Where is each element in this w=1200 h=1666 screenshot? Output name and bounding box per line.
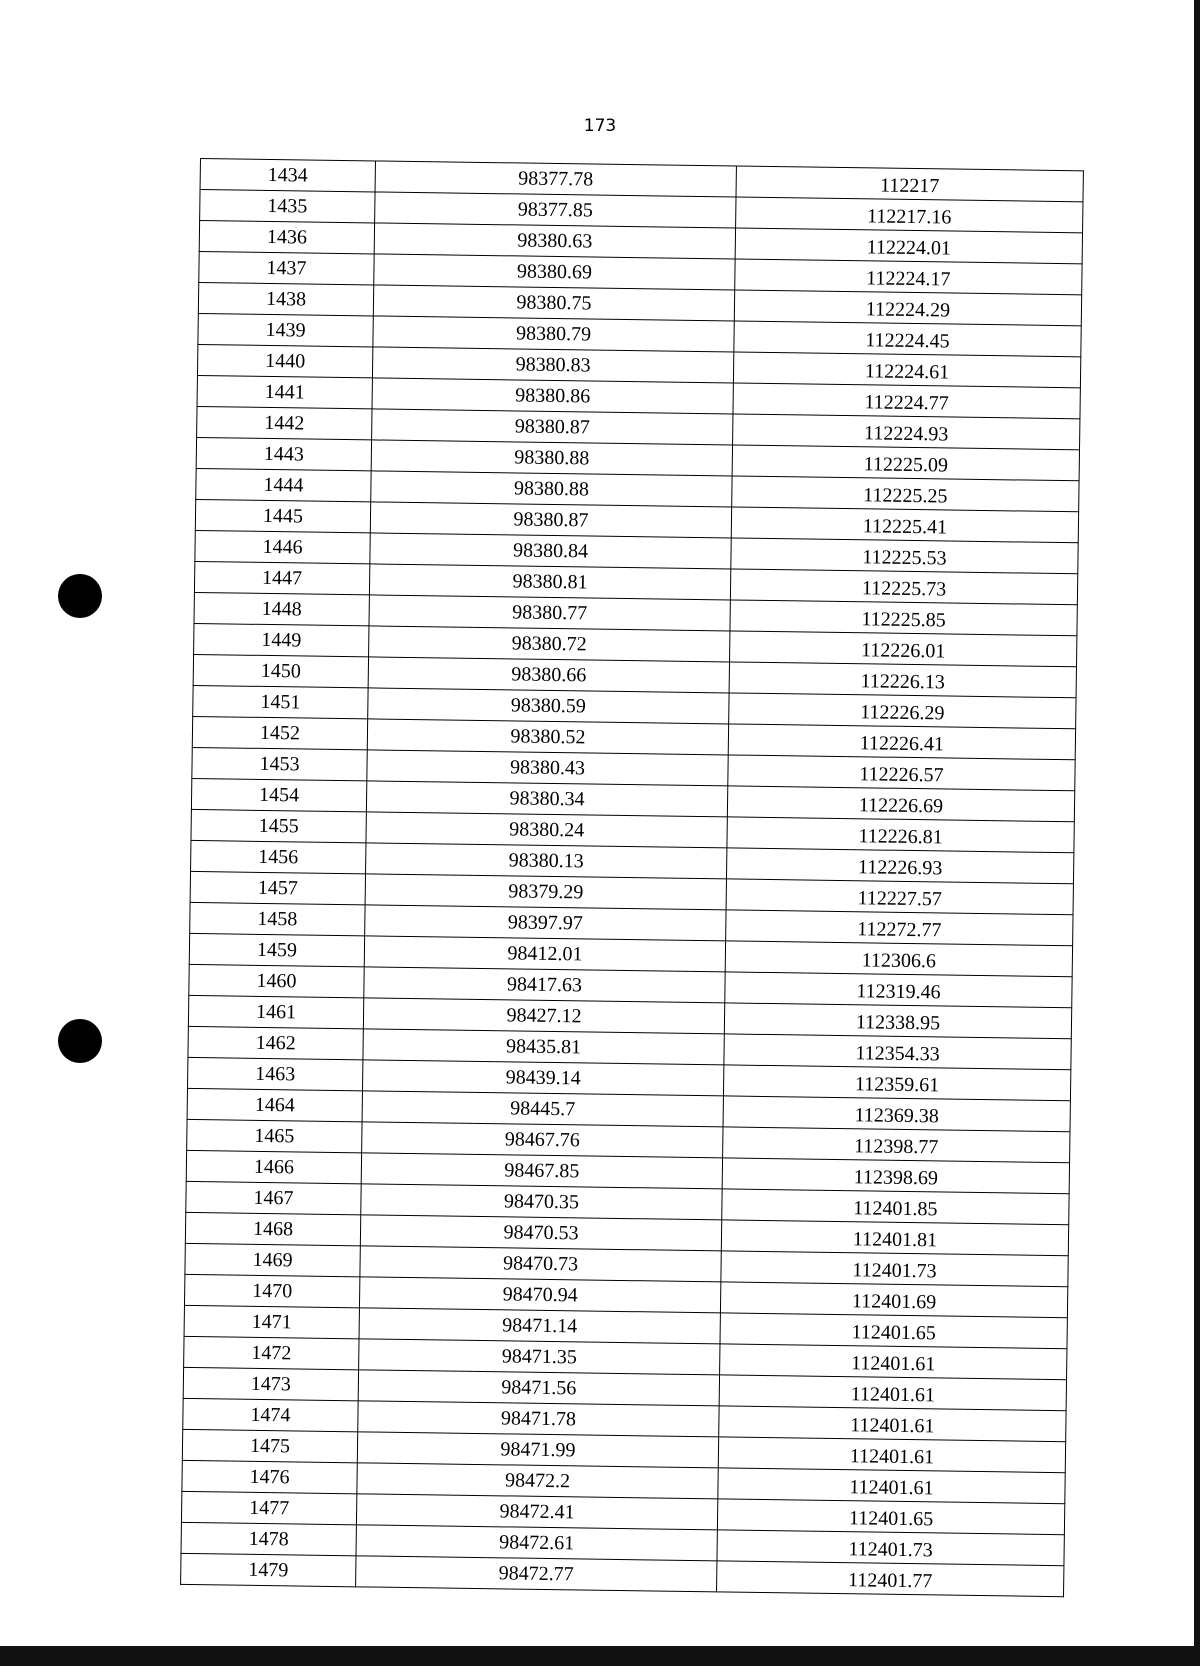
y-coordinate-cell: 112225.53 [731, 538, 1078, 574]
x-coordinate-cell: 98380.87 [370, 502, 731, 538]
x-coordinate-cell: 98412.01 [364, 936, 725, 972]
point-number-cell: 1451 [193, 685, 368, 718]
x-coordinate-cell: 98467.85 [361, 1153, 722, 1189]
x-coordinate-cell: 98467.76 [362, 1122, 723, 1158]
y-coordinate-cell: 112354.33 [724, 1034, 1071, 1070]
y-coordinate-cell: 112226.81 [727, 817, 1074, 853]
coordinate-table-wrapper [180, 158, 1080, 1597]
x-coordinate-cell: 98472.41 [356, 1494, 717, 1530]
point-number-cell: 1475 [182, 1429, 357, 1462]
x-coordinate-cell: 98380.52 [367, 719, 728, 755]
point-number-cell: 1474 [183, 1398, 358, 1431]
x-coordinate-cell: 98380.63 [374, 223, 735, 259]
point-number-cell: 1471 [184, 1305, 359, 1338]
y-coordinate-cell: 112401.61 [718, 1468, 1065, 1504]
point-number-cell: 1439 [198, 313, 373, 346]
y-coordinate-cell: 112224.77 [733, 383, 1080, 419]
y-coordinate-cell: 112401.77 [717, 1561, 1064, 1597]
point-number-cell: 1449 [194, 623, 369, 656]
point-number-cell: 1438 [198, 282, 373, 315]
y-coordinate-cell: 112401.85 [722, 1189, 1069, 1225]
y-coordinate-cell: 112225.41 [731, 507, 1078, 543]
x-coordinate-cell: 98377.85 [375, 192, 736, 228]
x-coordinate-cell: 98380.88 [371, 471, 732, 507]
x-coordinate-cell: 98380.75 [373, 285, 734, 321]
y-coordinate-cell: 112217 [736, 166, 1083, 202]
x-coordinate-cell: 98380.86 [372, 378, 733, 414]
point-number-cell: 1456 [191, 840, 366, 873]
point-number-cell: 1440 [197, 344, 372, 377]
x-coordinate-cell: 98470.53 [360, 1215, 721, 1251]
x-coordinate-cell: 98427.12 [363, 998, 724, 1034]
coordinate-table-body [181, 159, 1084, 1597]
x-coordinate-cell: 98377.78 [375, 161, 736, 197]
x-coordinate-cell: 98380.79 [373, 316, 734, 352]
x-coordinate-cell: 98379.29 [365, 874, 726, 910]
y-coordinate-cell: 112338.95 [724, 1003, 1071, 1039]
x-coordinate-cell: 98445.7 [362, 1091, 723, 1127]
x-coordinate-cell: 98472.77 [356, 1556, 717, 1592]
point-number-cell: 1465 [187, 1119, 362, 1152]
point-number-cell: 1435 [200, 190, 375, 223]
x-coordinate-cell: 98380.34 [366, 781, 727, 817]
scan-edge-right [1194, 0, 1200, 1666]
y-coordinate-cell: 112401.61 [719, 1375, 1066, 1411]
x-coordinate-cell: 98471.99 [357, 1432, 718, 1468]
y-coordinate-cell: 112226.13 [729, 662, 1076, 698]
y-coordinate-cell: 112224.01 [735, 228, 1082, 264]
point-number-cell: 1445 [195, 499, 370, 532]
y-coordinate-cell: 112401.61 [718, 1437, 1065, 1473]
point-number-cell: 1479 [181, 1553, 356, 1586]
y-coordinate-cell: 112306.6 [725, 941, 1072, 977]
y-coordinate-cell: 112224.45 [734, 321, 1081, 357]
y-coordinate-cell: 112272.77 [726, 910, 1073, 946]
x-coordinate-cell: 98397.97 [365, 905, 726, 941]
y-coordinate-cell: 112224.17 [735, 259, 1082, 295]
x-coordinate-cell: 98471.35 [359, 1339, 720, 1375]
point-number-cell: 1460 [189, 964, 364, 997]
x-coordinate-cell: 98380.24 [366, 812, 727, 848]
y-coordinate-cell: 112225.73 [730, 569, 1077, 605]
page-number: 173 [583, 116, 617, 136]
x-coordinate-cell: 98470.35 [361, 1184, 722, 1220]
x-coordinate-cell: 98380.43 [367, 750, 728, 786]
y-coordinate-cell: 112224.93 [733, 414, 1080, 450]
y-coordinate-cell: 112226.29 [729, 693, 1076, 729]
point-number-cell: 1476 [182, 1460, 357, 1493]
point-number-cell: 1461 [188, 995, 363, 1028]
point-number-cell: 1458 [190, 902, 365, 935]
point-number-cell: 1467 [186, 1181, 361, 1214]
x-coordinate-cell: 98380.59 [368, 688, 729, 724]
y-coordinate-cell: 112401.65 [720, 1313, 1067, 1349]
point-number-cell: 1464 [187, 1088, 362, 1121]
x-coordinate-cell: 98380.13 [366, 843, 727, 879]
x-coordinate-cell: 98380.88 [371, 440, 732, 476]
point-number-cell: 1437 [199, 251, 374, 284]
x-coordinate-cell: 98380.81 [369, 564, 730, 600]
y-coordinate-cell: 112225.85 [730, 600, 1077, 636]
y-coordinate-cell: 112401.65 [717, 1499, 1064, 1535]
point-number-cell: 1478 [181, 1522, 356, 1555]
point-number-cell: 1450 [193, 654, 368, 687]
y-coordinate-cell: 112401.73 [717, 1530, 1064, 1566]
y-coordinate-cell: 112401.61 [720, 1344, 1067, 1380]
point-number-cell: 1470 [184, 1274, 359, 1307]
point-number-cell: 1454 [191, 778, 366, 811]
y-coordinate-cell: 112401.81 [721, 1220, 1068, 1256]
y-coordinate-cell: 112398.69 [722, 1158, 1069, 1194]
y-coordinate-cell: 112398.77 [723, 1127, 1070, 1163]
x-coordinate-cell: 98470.73 [360, 1246, 721, 1282]
x-coordinate-cell: 98380.77 [369, 595, 730, 631]
coordinate-table [180, 158, 1084, 1597]
x-coordinate-cell: 98380.87 [372, 409, 733, 445]
point-number-cell: 1446 [195, 530, 370, 563]
point-number-cell: 1444 [196, 468, 371, 501]
point-number-cell: 1452 [192, 716, 367, 749]
scan-edge-bottom [0, 1646, 1200, 1666]
x-coordinate-cell: 98472.61 [356, 1525, 717, 1561]
point-number-cell: 1463 [188, 1057, 363, 1090]
x-coordinate-cell: 98471.78 [358, 1401, 719, 1437]
y-coordinate-cell: 112401.73 [721, 1251, 1068, 1287]
point-number-cell: 1453 [192, 747, 367, 780]
y-coordinate-cell: 112401.69 [720, 1282, 1067, 1318]
x-coordinate-cell: 98380.83 [372, 347, 733, 383]
punch-hole [58, 574, 102, 618]
y-coordinate-cell: 112401.61 [719, 1406, 1066, 1442]
point-number-cell: 1443 [196, 437, 371, 470]
point-number-cell: 1469 [185, 1243, 360, 1276]
point-number-cell: 1466 [186, 1150, 361, 1183]
point-number-cell: 1447 [194, 561, 369, 594]
point-number-cell: 1457 [190, 871, 365, 904]
y-coordinate-cell: 112226.57 [728, 755, 1075, 791]
y-coordinate-cell: 112225.25 [732, 476, 1079, 512]
y-coordinate-cell: 112226.01 [730, 631, 1077, 667]
punch-hole [58, 1019, 102, 1063]
y-coordinate-cell: 112225.09 [732, 445, 1079, 481]
point-number-cell: 1441 [197, 375, 372, 408]
x-coordinate-cell: 98380.66 [368, 657, 729, 693]
x-coordinate-cell: 98471.14 [359, 1308, 720, 1344]
y-coordinate-cell: 112359.61 [723, 1065, 1070, 1101]
x-coordinate-cell: 98417.63 [364, 967, 725, 1003]
y-coordinate-cell: 112224.61 [733, 352, 1080, 388]
point-number-cell: 1459 [189, 933, 364, 966]
x-coordinate-cell: 98380.69 [374, 254, 735, 290]
point-number-cell: 1434 [200, 159, 375, 192]
point-number-cell: 1442 [197, 406, 372, 439]
x-coordinate-cell: 98472.2 [357, 1463, 718, 1499]
y-coordinate-cell: 112217.16 [736, 197, 1083, 233]
point-number-cell: 1473 [183, 1367, 358, 1400]
x-coordinate-cell: 98380.84 [370, 533, 731, 569]
y-coordinate-cell: 112319.46 [725, 972, 1072, 1008]
x-coordinate-cell: 98380.72 [369, 626, 730, 662]
x-coordinate-cell: 98435.81 [363, 1029, 724, 1065]
point-number-cell: 1472 [184, 1336, 359, 1369]
point-number-cell: 1462 [188, 1026, 363, 1059]
y-coordinate-cell: 112226.69 [727, 786, 1074, 822]
y-coordinate-cell: 112224.29 [734, 290, 1081, 326]
point-number-cell: 1477 [181, 1491, 356, 1524]
x-coordinate-cell: 98470.94 [359, 1277, 720, 1313]
x-coordinate-cell: 98439.14 [362, 1060, 723, 1096]
y-coordinate-cell: 112227.57 [726, 879, 1073, 915]
point-number-cell: 1455 [191, 809, 366, 842]
point-number-cell: 1448 [194, 592, 369, 625]
y-coordinate-cell: 112226.93 [726, 848, 1073, 884]
x-coordinate-cell: 98471.56 [358, 1370, 719, 1406]
point-number-cell: 1468 [185, 1212, 360, 1245]
y-coordinate-cell: 112226.41 [728, 724, 1075, 760]
y-coordinate-cell: 112369.38 [723, 1096, 1070, 1132]
point-number-cell: 1436 [199, 221, 374, 254]
